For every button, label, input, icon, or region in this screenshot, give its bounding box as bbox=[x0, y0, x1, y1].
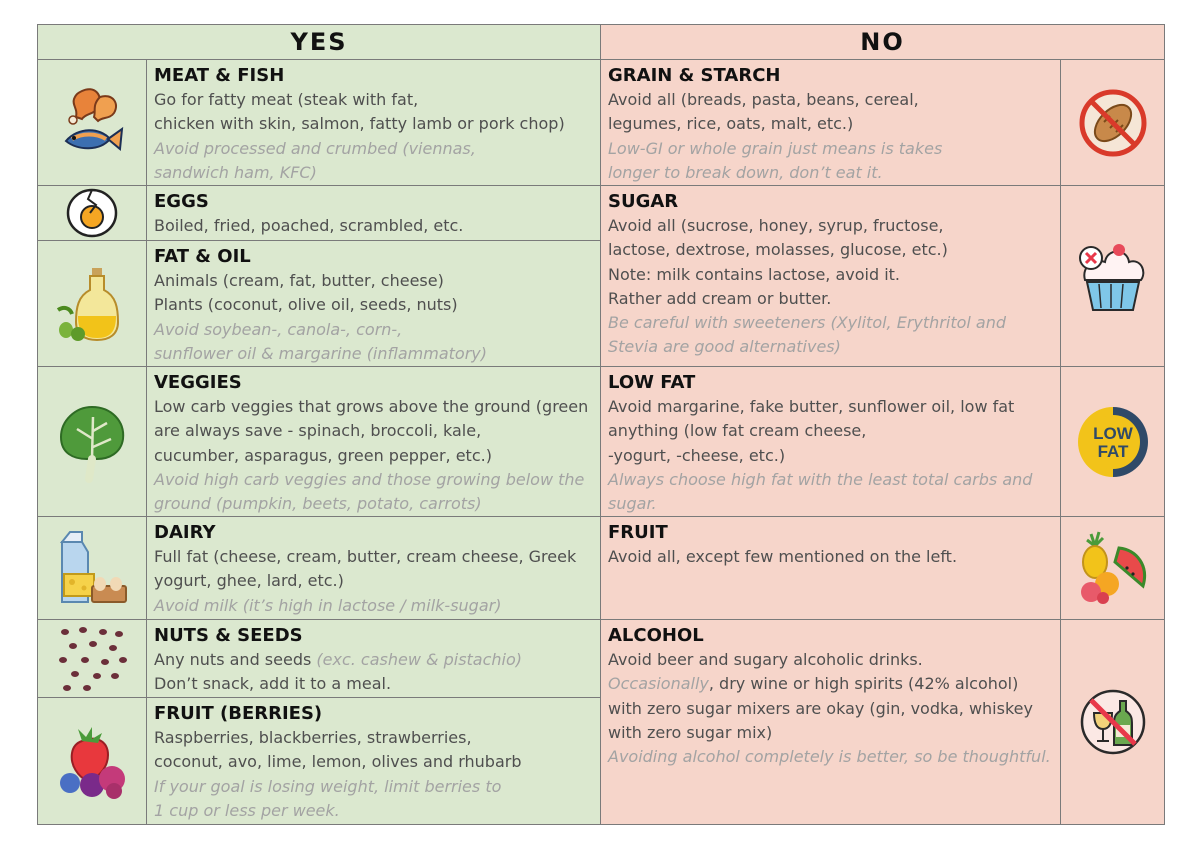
sugar-cell bbox=[600, 185, 1061, 367]
fat-oil-title: FAT & OIL bbox=[154, 246, 251, 267]
fruit-cell bbox=[600, 516, 1061, 620]
fruit-icon-cell bbox=[1060, 516, 1165, 620]
veggies-line-2: are always save - spinach, broccoli, kale, bbox=[154, 421, 482, 441]
dairy-line-1: Full fat (cheese, cream, butter, cream cheese, Greek bbox=[154, 547, 577, 567]
grain-starch-title: GRAIN & STARCH bbox=[608, 65, 781, 86]
nuts-seeds-title: NUTS & SEEDS bbox=[154, 625, 303, 646]
berries-note-1: If your goal is losing weight, limit berries to bbox=[154, 776, 502, 796]
keto-food-table bbox=[37, 24, 1165, 825]
fat-oil-icon-cell bbox=[37, 240, 147, 367]
grain-icon-cell bbox=[1060, 59, 1165, 186]
nuts-seeds-line-1 bbox=[154, 648, 600, 672]
low-fat-note-1: Always choose high fat with the least total carbs and bbox=[608, 469, 1033, 489]
low-fat-badge-text-2: FAT bbox=[1097, 441, 1128, 461]
fruit-icon bbox=[1073, 528, 1153, 608]
alcohol-icon-cell bbox=[1060, 619, 1165, 825]
meat-fish-line-1: Go for fatty meat (steak with fat, bbox=[154, 90, 419, 110]
low-fat-title: LOW FAT bbox=[608, 372, 696, 393]
alcohol-line-2-text: , dry wine or high spirits (42% alcohol) bbox=[708, 674, 1019, 694]
alcohol-line-4: with zero sugar mix) bbox=[608, 722, 773, 742]
alcohol-line-2 bbox=[608, 672, 1060, 696]
fat-oil-line-1: Animals (cream, fat, butter, cheese) bbox=[154, 271, 444, 291]
sugar-title: SUGAR bbox=[608, 191, 679, 212]
meat-fish-icon-cell bbox=[37, 59, 147, 186]
meat-fish-note-2: sandwich ham, KFC) bbox=[154, 162, 317, 182]
grain-starch-note-1: Low-GI or whole grain just means is takes bbox=[608, 138, 943, 158]
berries-title: FRUIT (BERRIES) bbox=[154, 703, 323, 724]
no-alcohol-icon bbox=[1078, 687, 1148, 757]
dairy-title: DAIRY bbox=[154, 522, 216, 543]
eggs-icon-cell bbox=[37, 185, 147, 241]
sugar-line-4: Rather add cream or butter. bbox=[608, 288, 832, 308]
berries-icon-cell bbox=[37, 697, 147, 825]
eggs-cell bbox=[146, 185, 601, 241]
meat-fish-title: MEAT & FISH bbox=[154, 65, 285, 86]
sugar-line-1: Avoid all (sucrose, honey, syrup, fructose, bbox=[608, 216, 944, 236]
alcohol-line-1: Avoid beer and sugary alcoholic drinks. bbox=[608, 650, 923, 670]
low-fat-cell bbox=[600, 366, 1061, 517]
dairy-line-2: yogurt, ghee, lard, etc.) bbox=[154, 571, 344, 591]
veggies-note-2: ground (pumpkin, beets, potato, carrots) bbox=[154, 494, 482, 514]
meat-fish-line-2: chicken with skin, salmon, fatty lamb or pork chop) bbox=[154, 114, 565, 134]
veggies-icon-cell bbox=[37, 366, 147, 517]
berries-line-2: coconut, avo, lime, lemon, olives and rhubarb bbox=[154, 752, 522, 772]
sugar-line-3: Note: milk contains lactose, avoid it. bbox=[608, 264, 901, 284]
eggs-line-1: Boiled, fried, poached, scrambled, etc. bbox=[154, 216, 464, 236]
low-fat-line-3: -yogurt, -cheese, etc.) bbox=[608, 445, 786, 465]
seeds-icon bbox=[55, 624, 129, 694]
veggies-title: VEGGIES bbox=[154, 372, 242, 393]
fat-oil-cell bbox=[146, 240, 601, 367]
grain-starch-line-2: legumes, rice, oats, malt, etc.) bbox=[608, 114, 854, 134]
berries-cell bbox=[146, 697, 601, 825]
dairy-note-1: Avoid milk (it’s high in lactose / milk-sugar) bbox=[154, 595, 502, 615]
no-cupcake-icon bbox=[1075, 236, 1151, 316]
meat-fish-icon bbox=[52, 83, 132, 163]
yes-header-label: YES bbox=[290, 28, 348, 56]
grain-starch-line-1: Avoid all (breads, pasta, beans, cereal, bbox=[608, 90, 919, 110]
no-bread-icon bbox=[1078, 88, 1148, 158]
meat-fish-note-1: Avoid processed and crumbed (viennas, bbox=[154, 138, 476, 158]
olive-oil-icon bbox=[52, 264, 132, 344]
alcohol-occasionally-note: Occasionally bbox=[608, 674, 709, 694]
berries-note-2: 1 cup or less per week. bbox=[154, 800, 340, 820]
fat-oil-note-2: sunflower oil & margarine (inflammatory) bbox=[154, 343, 487, 363]
spinach-icon bbox=[53, 401, 131, 483]
grain-starch-cell bbox=[600, 59, 1061, 186]
veggies-line-3: cucumber, asparagus, green pepper, etc.) bbox=[154, 445, 492, 465]
low-fat-badge-text-1: LOW bbox=[1092, 423, 1133, 443]
sugar-icon-cell bbox=[1060, 185, 1165, 367]
sugar-line-2: lactose, dextrose, molasses, glucose, etc.) bbox=[608, 240, 948, 260]
nuts-icon-cell bbox=[37, 619, 147, 698]
low-fat-note-2: sugar. bbox=[608, 494, 657, 514]
dairy-icon bbox=[52, 528, 132, 608]
no-header-label: NO bbox=[860, 28, 905, 56]
sugar-note-1: Be careful with sweeteners (Xylitol, Erythritol and bbox=[608, 313, 1007, 333]
eggs-title: EGGS bbox=[154, 191, 209, 212]
low-fat-icon-cell bbox=[1060, 366, 1165, 517]
fat-oil-note-1: Avoid soybean-, canola-, corn-, bbox=[154, 319, 403, 339]
alcohol-note-1: Avoiding alcohol completely is better, so be thoughtful. bbox=[608, 747, 1051, 767]
alcohol-title: ALCOHOL bbox=[608, 625, 704, 646]
yes-header bbox=[37, 24, 601, 60]
nuts-seeds-line-2: Don’t snack, add it to a meal. bbox=[154, 674, 392, 694]
alcohol-line-3: with zero sugar mixers are okay (gin, vodka, whiskey bbox=[608, 698, 1033, 718]
low-fat-badge-icon bbox=[1076, 405, 1150, 479]
egg-icon bbox=[63, 187, 121, 239]
no-header bbox=[600, 24, 1165, 60]
berries-line-1: Raspberries, blackberries, strawberries, bbox=[154, 728, 472, 748]
fruit-title: FRUIT bbox=[608, 522, 668, 543]
dairy-cell bbox=[146, 516, 601, 620]
low-fat-line-1: Avoid margarine, fake butter, sunflower oil, low fat bbox=[608, 397, 1015, 417]
meat-fish-cell bbox=[146, 59, 601, 186]
low-fat-line-2: anything (low fat cream cheese, bbox=[608, 421, 867, 441]
grain-starch-note-2: longer to break down, don’t eat it. bbox=[608, 162, 883, 182]
veggies-note-1: Avoid high carb veggies and those growing below the bbox=[154, 469, 585, 489]
fruit-line-1: Avoid all, except few mentioned on the left. bbox=[608, 547, 958, 567]
sugar-note-2: Stevia are good alternatives) bbox=[608, 337, 841, 357]
nuts-seeds-exception-note: (exc. cashew & pistachio) bbox=[316, 650, 523, 670]
veggies-cell bbox=[146, 366, 601, 517]
nuts-seeds-line-1-text: Any nuts and seeds bbox=[154, 650, 317, 670]
alcohol-cell bbox=[600, 619, 1061, 825]
berries-icon bbox=[52, 721, 132, 801]
fat-oil-line-2: Plants (coconut, olive oil, seeds, nuts) bbox=[154, 295, 458, 315]
dairy-icon-cell bbox=[37, 516, 147, 620]
veggies-line-1: Low carb veggies that grows above the ground (green bbox=[154, 397, 589, 417]
nuts-seeds-cell bbox=[146, 619, 601, 698]
